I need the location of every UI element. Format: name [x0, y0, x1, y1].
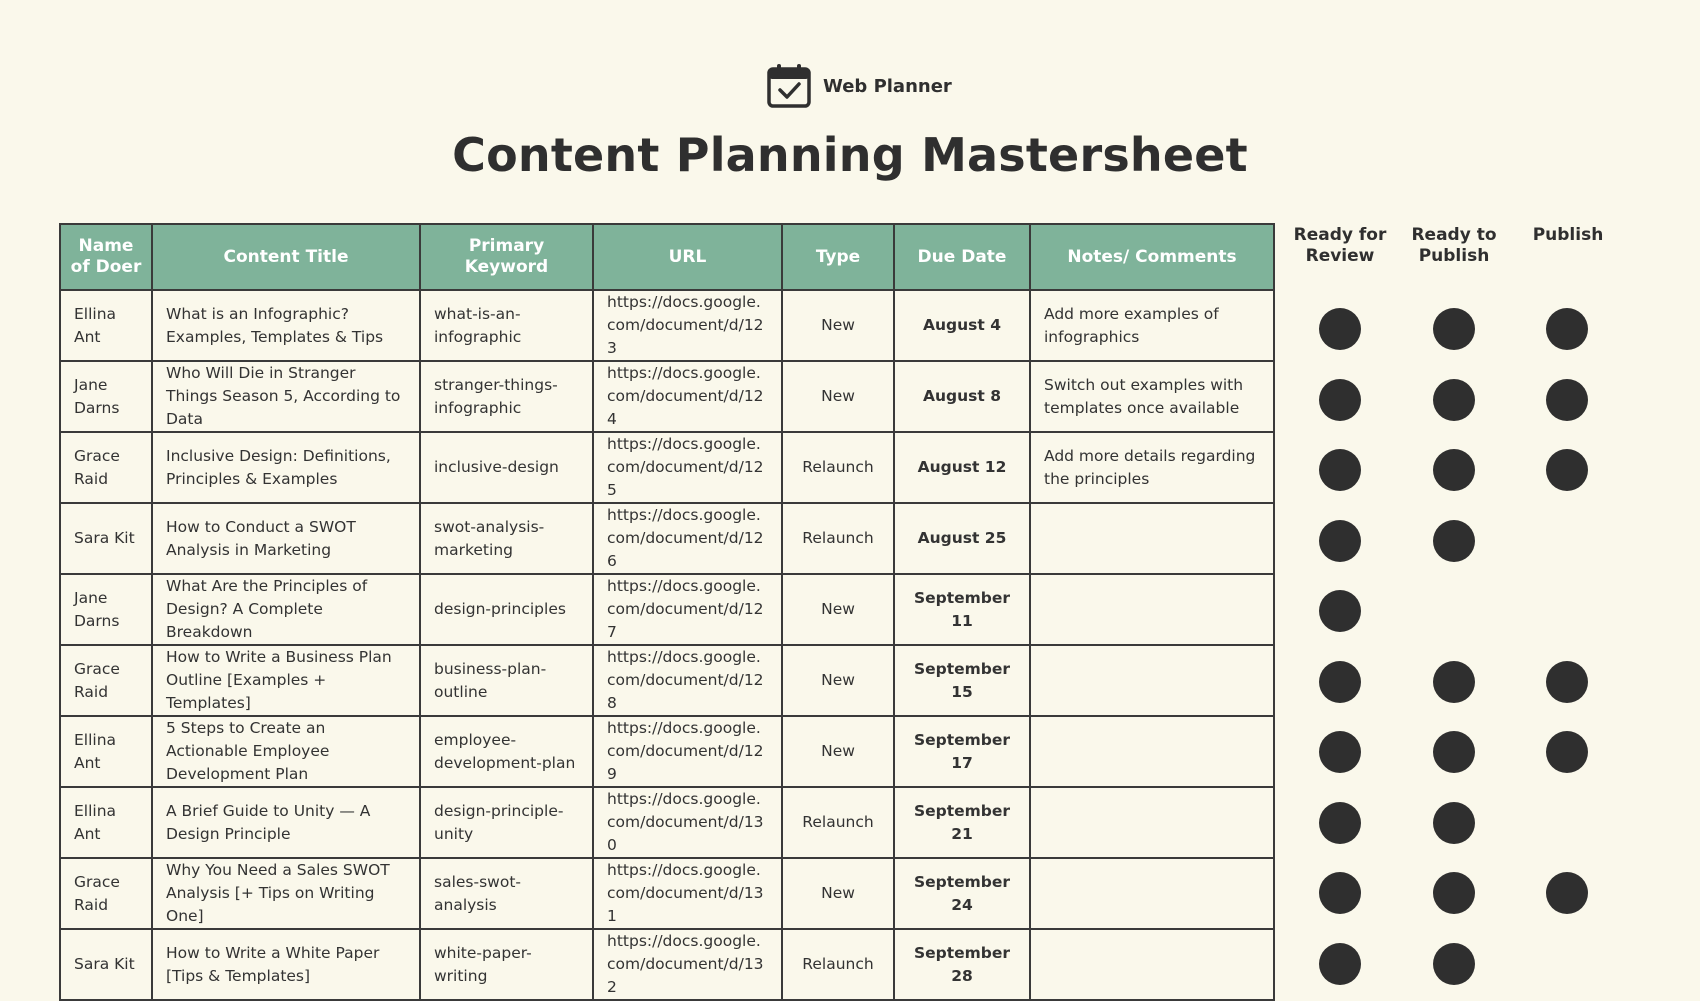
cell-keyword[interactable]: what-is-an-infographic: [420, 290, 593, 361]
cell-url[interactable]: https://docs.google.com/document/d/124: [593, 361, 782, 432]
cell-content-title[interactable]: How to Write a Business Plan Outline [Examples + Templates]: [152, 645, 420, 716]
cell-name[interactable]: Jane Darns: [60, 361, 152, 432]
cell-url[interactable]: https://docs.google.com/document/d/129: [593, 716, 782, 787]
brand-header: [765, 62, 952, 110]
cell-due-date[interactable]: September 24: [894, 858, 1030, 929]
table-row[interactable]: [60, 432, 1274, 503]
ready-to-publish-dot[interactable]: [1433, 802, 1475, 844]
cell-keyword[interactable]: inclusive-design: [420, 432, 593, 503]
table-row[interactable]: [60, 503, 1274, 574]
cell-due-date[interactable]: August 4: [894, 290, 1030, 361]
ready-to-publish-dot[interactable]: [1433, 520, 1475, 562]
cell-url[interactable]: https://docs.google.com/document/d/130: [593, 787, 782, 858]
ready-to-publish-dot[interactable]: [1433, 661, 1475, 703]
cell-content-title[interactable]: Who Will Die in Stranger Things Season 5, According to Data: [152, 361, 420, 432]
cell-name[interactable]: Sara Kit: [60, 929, 152, 1000]
cell-url[interactable]: https://docs.google.com/document/d/131: [593, 858, 782, 929]
ready-for-review-dot[interactable]: [1319, 520, 1361, 562]
ready-for-review-dot[interactable]: [1319, 590, 1361, 632]
cell-notes[interactable]: [1030, 787, 1274, 858]
cell-due-date[interactable]: August 12: [894, 432, 1030, 503]
cell-notes[interactable]: [1030, 645, 1274, 716]
publish-dot[interactable]: [1546, 308, 1588, 350]
cell-notes[interactable]: [1030, 716, 1274, 787]
ready-for-review-dot[interactable]: [1319, 802, 1361, 844]
cell-due-date[interactable]: September 11: [894, 574, 1030, 645]
ready-to-publish-dot[interactable]: [1433, 449, 1475, 491]
cell-keyword[interactable]: business-plan-outline: [420, 645, 593, 716]
ready-for-review-dot[interactable]: [1319, 308, 1361, 350]
calendar-check-icon: [765, 62, 813, 110]
cell-keyword[interactable]: design-principle-unity: [420, 787, 593, 858]
cell-content-title[interactable]: What Are the Principles of Design? A Complete Breakdown: [152, 574, 420, 645]
column-header-url[interactable]: URL: [593, 224, 782, 290]
table-row[interactable]: [60, 290, 1274, 361]
cell-url[interactable]: https://docs.google.com/document/d/128: [593, 645, 782, 716]
cell-type[interactable]: New: [782, 574, 894, 645]
cell-type[interactable]: New: [782, 645, 894, 716]
table-row[interactable]: [60, 645, 1274, 716]
page-title: Content Planning Mastersheet: [452, 128, 1248, 182]
cell-keyword[interactable]: sales-swot-analysis: [420, 858, 593, 929]
cell-name[interactable]: Grace Raid: [60, 858, 152, 929]
cell-content-title[interactable]: What is an Infographic? Examples, Templates & Tips: [152, 290, 420, 361]
cell-name[interactable]: Ellina Ant: [60, 787, 152, 858]
cell-notes[interactable]: Add more examples of infographics: [1030, 290, 1274, 361]
cell-name[interactable]: Grace Raid: [60, 645, 152, 716]
publish-dot[interactable]: [1546, 872, 1588, 914]
content-table: [59, 223, 1275, 1001]
cell-notes[interactable]: [1030, 929, 1274, 1000]
cell-notes[interactable]: [1030, 574, 1274, 645]
cell-notes[interactable]: [1030, 503, 1274, 574]
column-header-keyword[interactable]: Primary Keyword: [420, 224, 593, 290]
cell-notes[interactable]: Switch out examples with templates once available: [1030, 361, 1274, 432]
cell-url[interactable]: https://docs.google.com/document/d/126: [593, 503, 782, 574]
cell-due-date[interactable]: September 15: [894, 645, 1030, 716]
cell-keyword[interactable]: white-paper-writing: [420, 929, 593, 1000]
table-row[interactable]: [60, 716, 1274, 787]
status-header-publish: Publish: [1532, 225, 1604, 245]
table-row[interactable]: [60, 361, 1274, 432]
cell-type[interactable]: Relaunch: [782, 929, 894, 1000]
ready-to-publish-dot[interactable]: [1433, 379, 1475, 421]
cell-due-date[interactable]: September 21: [894, 787, 1030, 858]
table-row[interactable]: [60, 787, 1274, 858]
publish-dot[interactable]: [1546, 661, 1588, 703]
cell-type[interactable]: Relaunch: [782, 432, 894, 503]
cell-url[interactable]: https://docs.google.com/document/d/132: [593, 929, 782, 1000]
status-header-ready-for-review: Ready for Review: [1293, 225, 1387, 266]
cell-name[interactable]: Grace Raid: [60, 432, 152, 503]
cell-name[interactable]: Ellina Ant: [60, 290, 152, 361]
cell-notes[interactable]: [1030, 858, 1274, 929]
cell-type[interactable]: New: [782, 361, 894, 432]
cell-url[interactable]: https://docs.google.com/document/d/123: [593, 290, 782, 361]
cell-type[interactable]: New: [782, 290, 894, 361]
table-row[interactable]: [60, 574, 1274, 645]
cell-name[interactable]: Ellina Ant: [60, 716, 152, 787]
cell-due-date[interactable]: August 8: [894, 361, 1030, 432]
publish-dot[interactable]: [1546, 449, 1588, 491]
ready-to-publish-dot[interactable]: [1433, 731, 1475, 773]
cell-notes[interactable]: Add more details regarding the principles: [1030, 432, 1274, 503]
cell-due-date[interactable]: September 28: [894, 929, 1030, 1000]
cell-type[interactable]: New: [782, 858, 894, 929]
ready-for-review-dot[interactable]: [1319, 379, 1361, 421]
cell-keyword[interactable]: stranger-things-infographic: [420, 361, 593, 432]
column-header-due-date[interactable]: Due Date: [894, 224, 1030, 290]
publish-dot[interactable]: [1546, 379, 1588, 421]
cell-name[interactable]: Jane Darns: [60, 574, 152, 645]
cell-keyword[interactable]: employee-development-plan: [420, 716, 593, 787]
column-header-type[interactable]: Type: [782, 224, 894, 290]
cell-due-date[interactable]: August 25: [894, 503, 1030, 574]
table-row[interactable]: [60, 858, 1274, 929]
status-header-ready-to-publish: Ready to Publish: [1411, 225, 1497, 266]
ready-for-review-dot[interactable]: [1319, 449, 1361, 491]
table-header-row: [60, 224, 1274, 290]
publish-dot[interactable]: [1546, 731, 1588, 773]
column-header-notes[interactable]: Notes/ Comments: [1030, 224, 1274, 290]
cell-content-title[interactable]: A Brief Guide to Unity — A Design Principle: [152, 787, 420, 858]
cell-type[interactable]: Relaunch: [782, 787, 894, 858]
ready-for-review-dot[interactable]: [1319, 661, 1361, 703]
cell-content-title[interactable]: Why You Need a Sales SWOT Analysis [+ Tips on Writing One]: [152, 858, 420, 929]
cell-type[interactable]: Relaunch: [782, 503, 894, 574]
cell-name[interactable]: Sara Kit: [60, 503, 152, 574]
cell-keyword[interactable]: swot-analysis-marketing: [420, 503, 593, 574]
cell-type[interactable]: New: [782, 716, 894, 787]
ready-for-review-dot[interactable]: [1319, 943, 1361, 985]
brand-name: Web Planner: [823, 75, 952, 97]
cell-content-title[interactable]: Inclusive Design: Definitions, Principles & Examples: [152, 432, 420, 503]
cell-due-date[interactable]: September 17: [894, 716, 1030, 787]
cell-content-title[interactable]: 5 Steps to Create an Actionable Employee Development Plan: [152, 716, 420, 787]
ready-to-publish-dot[interactable]: [1433, 943, 1475, 985]
table-row[interactable]: [60, 929, 1274, 1000]
cell-content-title[interactable]: How to Conduct a SWOT Analysis in Marketing: [152, 503, 420, 574]
ready-for-review-dot[interactable]: [1319, 872, 1361, 914]
ready-to-publish-dot[interactable]: [1433, 872, 1475, 914]
column-header-name[interactable]: Name of Doer: [60, 224, 152, 290]
ready-for-review-dot[interactable]: [1319, 731, 1361, 773]
cell-url[interactable]: https://docs.google.com/document/d/127: [593, 574, 782, 645]
ready-to-publish-dot[interactable]: [1433, 308, 1475, 350]
cell-url[interactable]: https://docs.google.com/document/d/125: [593, 432, 782, 503]
cell-keyword[interactable]: design-principles: [420, 574, 593, 645]
column-header-title[interactable]: Content Title: [152, 224, 420, 290]
cell-content-title[interactable]: How to Write a White Paper [Tips & Templates]: [152, 929, 420, 1000]
